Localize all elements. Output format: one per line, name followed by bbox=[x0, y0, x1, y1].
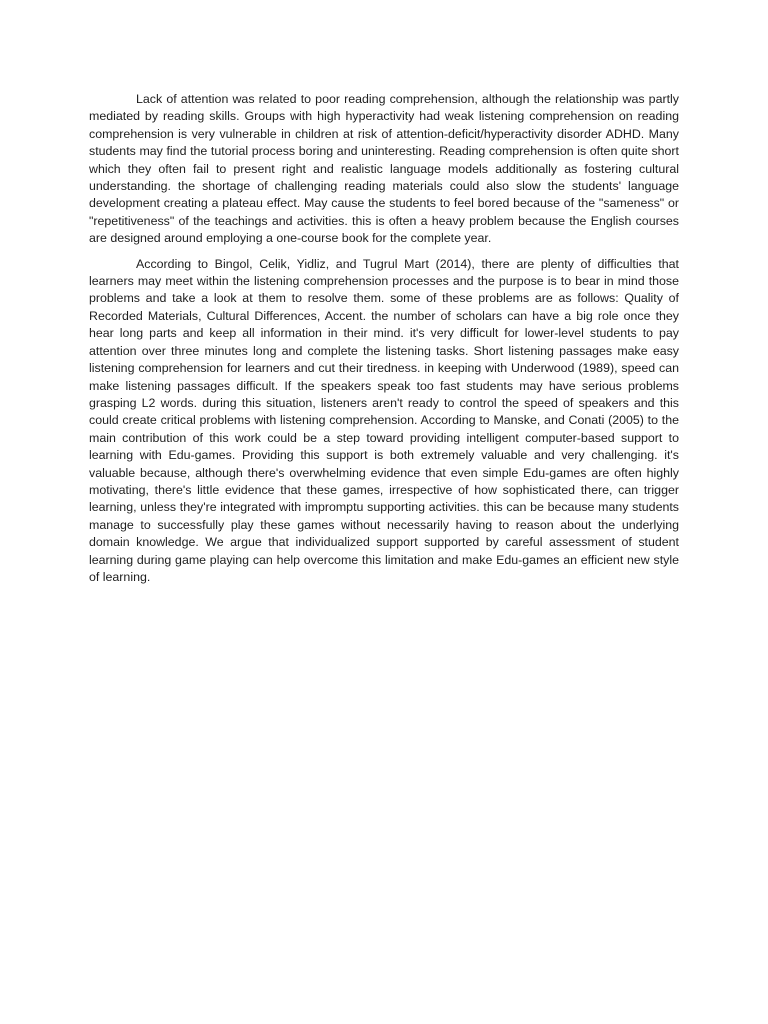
paragraph-listening-difficulties: According to Bingol, Celik, Yidliz, and Tugrul Mart (2014), there are plenty of difficulties that learners may meet within the listening comprehension processes and the purpose is to bear in mind those problems and take a look at them to resolve them. some of these problems are as follows: Quality of Recorded Materials, Cultural Differences, Accent. the number of scholars can have a big role once they hear long parts and keep all information in their mind. it's very difficult for lower-level students to pay attention over three minutes long and complete the listening tasks. Short listening passages make easy listening comprehension for learners and cut their tiredness. in keeping with Underwood (1989), speed can make listening passages difficult. If the speakers speak too fast students may have serious problems grasping L2 words. during this situation, listeners aren't ready to control the speed of speakers and this could create critical problems with listening comprehension. According to Manske, and Conati (2005) to the main contribution of this work could be a step toward providing intelligent computer-based support to learning with Edu-games. Providing this support is both extremely valuable and very challenging. it's valuable because, although there's overwhelming evidence that even simple Edu-games are often highly motivating, there's little evidence that these games, irrespective of how sophisticated there, can trigger learning, unless they're integrated with impromptu supporting activities. this can be because many students manage to successfully play these games without necessarily having to reason about the underlying domain knowledge. We argue that individualized support supported by careful assessment of student learning during game playing can help overcome this limitation and make Edu-games an efficient new style of learning. bbox=[89, 256, 679, 584]
document-body bbox=[89, 91, 679, 594]
paragraph-attention-reading: Lack of attention was related to poor reading comprehension, although the relationship was partly mediated by reading skills. Groups with high hyperactivity had weak listening comprehension on reading comprehension is very vulnerable in children at risk of attention-deficit/hyperactivity disorder ADHD. Many students may find the tutorial process boring and uninteresting. Reading comprehension is often quite short which they often fail to present right and realistic language models additionally as fostering cultural understanding. the shortage of challenging reading materials could also slow the students' language development creating a plateau effect. May cause the students to feel bored because of the "sameness" or "repetitiveness" of the teachings and activities. this is often a heavy problem because the English courses are designed around employing a one-course book for the complete year. bbox=[89, 92, 679, 246]
